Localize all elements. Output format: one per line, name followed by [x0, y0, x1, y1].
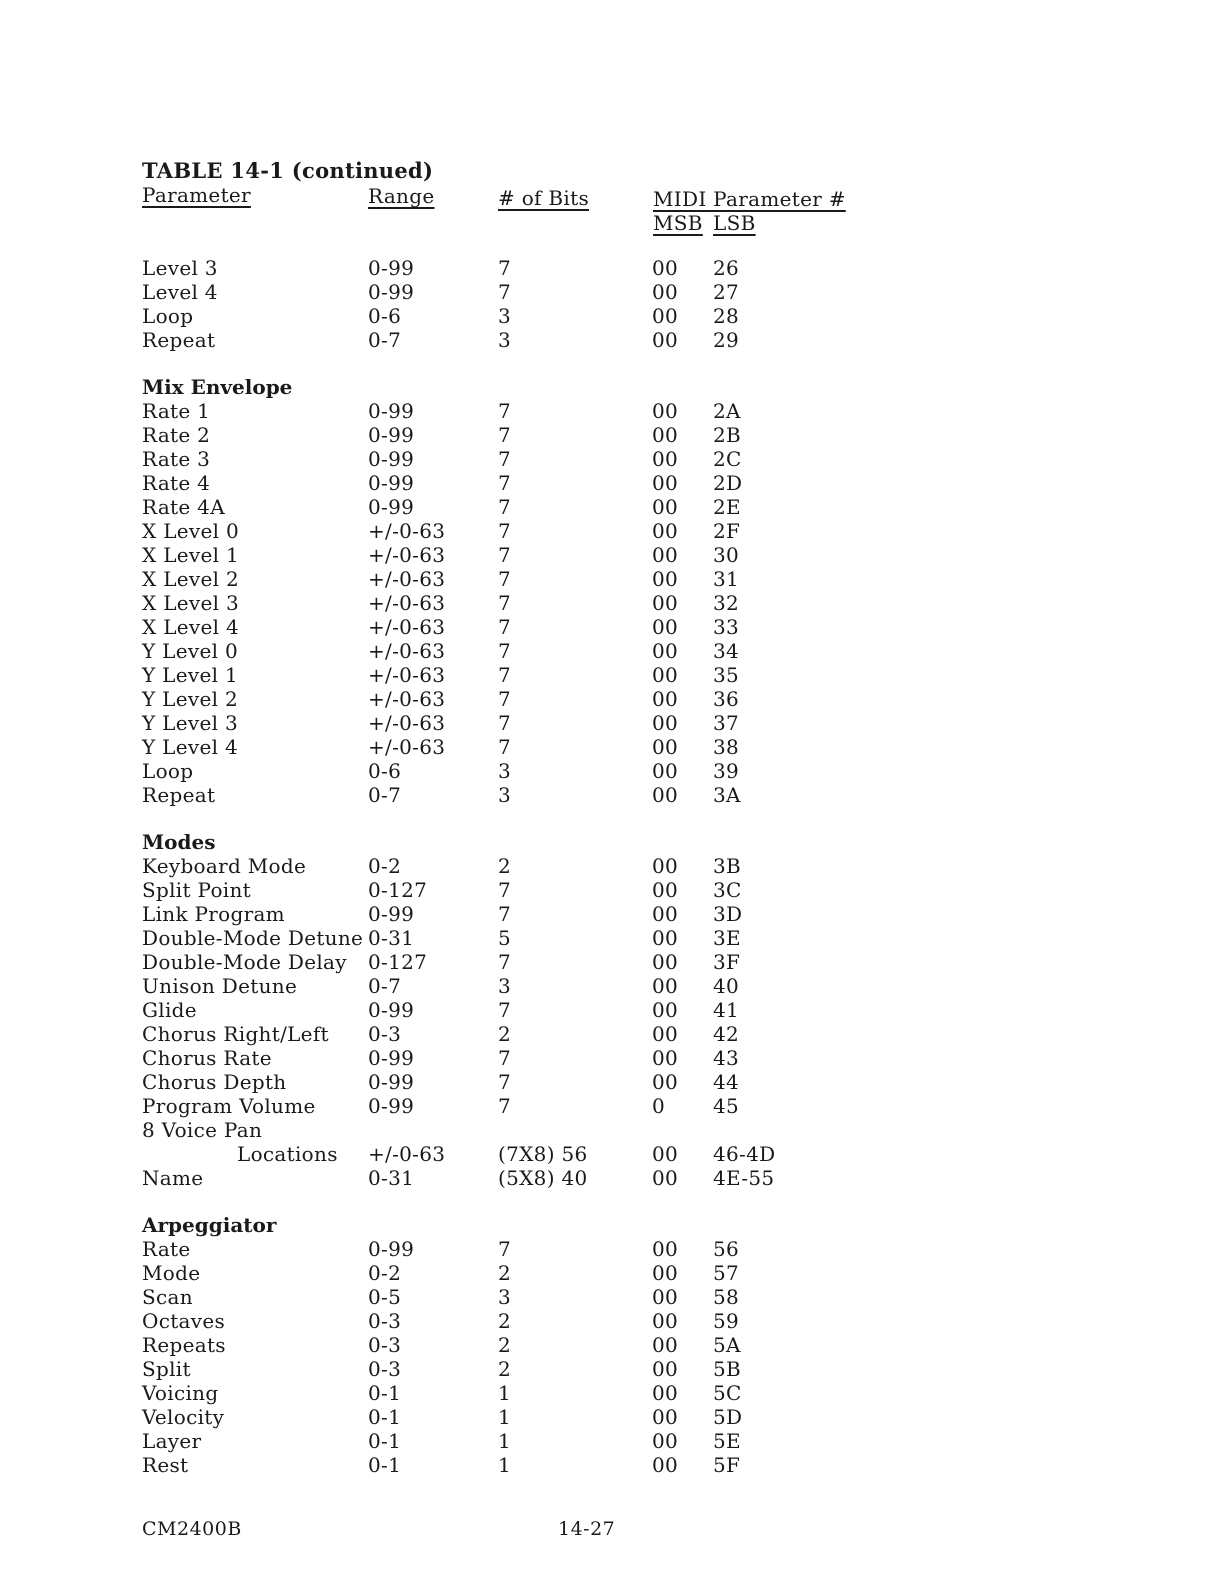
range-cell: 0-99: [368, 280, 415, 304]
bits-cell: 7: [498, 495, 512, 519]
range-cell: 0-99: [368, 495, 415, 519]
range-cell: 0-31: [368, 1166, 415, 1190]
parameter-name-cell: Velocity: [142, 1405, 225, 1429]
table-row: [142, 399, 862, 423]
msb-cell: 00: [652, 543, 679, 567]
table-row: [142, 1357, 862, 1381]
table-row: [142, 519, 862, 543]
msb-cell: 00: [652, 256, 679, 280]
lsb-cell: 4E-55: [713, 1166, 775, 1190]
range-cell: +/-0-63: [368, 519, 446, 543]
bits-cell: 1: [498, 1453, 512, 1477]
bits-cell: 7: [498, 447, 512, 471]
msb-cell: 00: [652, 1261, 679, 1285]
range-cell: 0-3: [368, 1309, 402, 1333]
table-row: [142, 1381, 862, 1405]
parameter-name-cell: Y Level 3: [142, 711, 238, 735]
parameter-name-cell: Rate 4A: [142, 495, 225, 519]
bits-cell: (5X8) 40: [498, 1166, 588, 1190]
bits-cell: 7: [498, 711, 512, 735]
bits-cell: (7X8) 56: [498, 1142, 588, 1166]
bits-cell: 7: [498, 687, 512, 711]
bits-cell: 7: [498, 543, 512, 567]
bits-cell: 2: [498, 1022, 512, 1046]
parameter-table-body: [142, 256, 862, 1477]
lsb-cell: 29: [713, 328, 740, 352]
msb-cell: 00: [652, 471, 679, 495]
page-number: 14-27: [558, 1518, 616, 1540]
bits-cell: 7: [498, 591, 512, 615]
parameter-name-cell: Split Point: [142, 878, 251, 902]
bits-cell: 2: [498, 854, 512, 878]
bits-cell: 7: [498, 878, 512, 902]
table-row: [142, 878, 862, 902]
range-cell: 0-1: [368, 1381, 402, 1405]
bits-cell: 7: [498, 1070, 512, 1094]
bits-cell: 3: [498, 974, 512, 998]
range-cell: 0-3: [368, 1333, 402, 1357]
range-cell: 0-99: [368, 256, 415, 280]
bits-cell: 7: [498, 902, 512, 926]
msb-cell: 00: [652, 687, 679, 711]
table-row: [142, 1285, 862, 1309]
table-row: [142, 423, 862, 447]
range-cell: +/-0-63: [368, 1142, 446, 1166]
range-cell: 0-127: [368, 950, 428, 974]
msb-cell: 00: [652, 1333, 679, 1357]
parameter-name-cell: Level 4: [142, 280, 218, 304]
header-midi-parameter: MIDI Parameter #: [653, 187, 846, 211]
bits-cell: 7: [498, 1237, 512, 1261]
table-row: [142, 495, 862, 519]
lsb-cell: 56: [713, 1237, 740, 1261]
lsb-cell: 34: [713, 639, 740, 663]
msb-cell: 00: [652, 1309, 679, 1333]
msb-cell: 00: [652, 663, 679, 687]
parameter-name-cell: Rate 1: [142, 399, 211, 423]
range-cell: +/-0-63: [368, 639, 446, 663]
msb-cell: 00: [652, 759, 679, 783]
parameter-name-cell: Octaves: [142, 1309, 226, 1333]
bits-cell: 7: [498, 1046, 512, 1070]
table-row: [142, 735, 862, 759]
header-parameter: Parameter: [142, 183, 251, 207]
range-cell: +/-0-63: [368, 615, 446, 639]
range-cell: +/-0-63: [368, 663, 446, 687]
header-msb: MSB: [653, 211, 703, 235]
bits-cell: 2: [498, 1357, 512, 1381]
parameter-name-cell: Repeats: [142, 1333, 226, 1357]
table-row: [142, 1118, 862, 1142]
lsb-cell: 3E: [713, 926, 741, 950]
lsb-cell: 2F: [713, 519, 741, 543]
range-cell: 0-1: [368, 1405, 402, 1429]
bits-cell: 2: [498, 1261, 512, 1285]
parameter-name-cell: Level 3: [142, 256, 218, 280]
range-cell: 0-2: [368, 854, 402, 878]
range-cell: 0-3: [368, 1357, 402, 1381]
bits-cell: 3: [498, 1285, 512, 1309]
parameter-name-cell: Rate 2: [142, 423, 211, 447]
lsb-cell: 2C: [713, 447, 742, 471]
range-cell: 0-7: [368, 328, 402, 352]
parameter-name-cell: X Level 0: [142, 519, 240, 543]
range-cell: +/-0-63: [368, 687, 446, 711]
section-heading: Arpeggiator: [142, 1213, 277, 1237]
msb-cell: 00: [652, 399, 679, 423]
table-row: [142, 1022, 862, 1046]
parameter-name-cell: Voicing: [142, 1381, 219, 1405]
msb-cell: 00: [652, 1046, 679, 1070]
parameter-name-cell: Unison Detune: [142, 974, 298, 998]
parameter-name-cell: Loop: [142, 759, 194, 783]
range-cell: 0-99: [368, 399, 415, 423]
lsb-cell: 40: [713, 974, 740, 998]
lsb-cell: 5F: [713, 1453, 741, 1477]
msb-cell: 00: [652, 280, 679, 304]
lsb-cell: 35: [713, 663, 740, 687]
parameter-name-cell: X Level 4: [142, 615, 240, 639]
table-row: [142, 783, 862, 807]
parameter-name-cell: Glide: [142, 998, 197, 1022]
lsb-cell: 36: [713, 687, 740, 711]
bits-cell: 3: [498, 304, 512, 328]
lsb-cell: 28: [713, 304, 740, 328]
parameter-name-cell: Loop: [142, 304, 194, 328]
bits-cell: 2: [498, 1333, 512, 1357]
parameter-name-cell: Rate 4: [142, 471, 211, 495]
bits-cell: 5: [498, 926, 512, 950]
table-row: [142, 591, 862, 615]
msb-cell: 00: [652, 1405, 679, 1429]
lsb-cell: 5C: [713, 1381, 742, 1405]
range-cell: 0-99: [368, 471, 415, 495]
parameter-name-cell: Scan: [142, 1285, 193, 1309]
msb-cell: 00: [652, 950, 679, 974]
parameter-name-cell: Chorus Right/Left: [142, 1022, 329, 1046]
table-row: [142, 902, 862, 926]
lsb-cell: 58: [713, 1285, 740, 1309]
msb-cell: 00: [652, 304, 679, 328]
range-cell: 0-1: [368, 1453, 402, 1477]
range-cell: 0-5: [368, 1285, 402, 1309]
lsb-cell: 44: [713, 1070, 740, 1094]
parameter-name-cell: Chorus Rate: [142, 1046, 272, 1070]
table-row: [142, 663, 862, 687]
section-heading: Modes: [142, 830, 216, 854]
lsb-cell: 3A: [713, 783, 741, 807]
lsb-cell: 2B: [713, 423, 742, 447]
header-bits: # of Bits: [498, 186, 590, 210]
lsb-cell: 26: [713, 256, 740, 280]
table-row: [142, 1333, 862, 1357]
parameter-name-cell: Chorus Depth: [142, 1070, 287, 1094]
table-row: [142, 1453, 862, 1477]
lsb-cell: 31: [713, 567, 740, 591]
lsb-cell: 3C: [713, 878, 742, 902]
range-cell: +/-0-63: [368, 567, 446, 591]
msb-cell: 00: [652, 1022, 679, 1046]
table-row: [142, 1405, 862, 1429]
lsb-cell: 5E: [713, 1429, 741, 1453]
range-cell: +/-0-63: [368, 735, 446, 759]
header-range: Range: [368, 184, 435, 208]
range-cell: 0-99: [368, 447, 415, 471]
range-cell: 0-3: [368, 1022, 402, 1046]
parameter-name-cell: Repeat: [142, 783, 216, 807]
range-cell: +/-0-63: [368, 711, 446, 735]
msb-cell: 00: [652, 423, 679, 447]
table-row: [142, 639, 862, 663]
parameter-name-cell: Double-Mode Delay: [142, 950, 347, 974]
bits-cell: 1: [498, 1405, 512, 1429]
bits-cell: 7: [498, 519, 512, 543]
msb-cell: 00: [652, 1070, 679, 1094]
range-cell: 0-1: [368, 1429, 402, 1453]
parameter-name-cell: Repeat: [142, 328, 216, 352]
table-row: [142, 854, 862, 878]
lsb-cell: 5B: [713, 1357, 742, 1381]
parameter-name-cell: X Level 3: [142, 591, 240, 615]
parameter-name-cell: Y Level 0: [142, 639, 238, 663]
range-cell: 0-6: [368, 759, 402, 783]
msb-cell: 00: [652, 878, 679, 902]
range-cell: 0-99: [368, 423, 415, 447]
msb-cell: 00: [652, 735, 679, 759]
bits-cell: 3: [498, 328, 512, 352]
header-lsb: LSB: [713, 211, 756, 235]
range-cell: +/-0-63: [368, 543, 446, 567]
table-row: [142, 1046, 862, 1070]
table-row: [142, 328, 862, 352]
msb-cell: 00: [652, 495, 679, 519]
msb-cell: 00: [652, 998, 679, 1022]
msb-cell: 00: [652, 447, 679, 471]
bits-cell: 7: [498, 615, 512, 639]
msb-cell: 00: [652, 1357, 679, 1381]
bits-cell: 1: [498, 1381, 512, 1405]
table-row: [142, 304, 862, 328]
bits-cell: 2: [498, 1309, 512, 1333]
table-row: [142, 1237, 862, 1261]
lsb-cell: 45: [713, 1094, 740, 1118]
parameter-name-cell: Program Volume: [142, 1094, 316, 1118]
msb-cell: 00: [652, 1142, 679, 1166]
parameter-name-cell: Y Level 1: [142, 663, 238, 687]
parameter-name-cell: Y Level 2: [142, 687, 238, 711]
table-row: [142, 926, 862, 950]
bits-cell: 7: [498, 399, 512, 423]
table-title: TABLE 14-1 (continued): [142, 158, 434, 183]
lsb-cell: 33: [713, 615, 740, 639]
table-row: [142, 950, 862, 974]
lsb-cell: 38: [713, 735, 740, 759]
table-row: [142, 447, 862, 471]
table-row: [142, 1166, 862, 1190]
parameter-name-cell: Locations: [237, 1142, 338, 1166]
msb-cell: 00: [652, 926, 679, 950]
msb-cell: 00: [652, 783, 679, 807]
range-cell: +/-0-63: [368, 591, 446, 615]
bits-cell: 7: [498, 280, 512, 304]
parameter-name-cell: Rest: [142, 1453, 189, 1477]
table-row: [142, 543, 862, 567]
parameter-name-cell: Rate 3: [142, 447, 211, 471]
lsb-cell: 43: [713, 1046, 740, 1070]
parameter-name-cell: X Level 1: [142, 543, 240, 567]
table-row: [142, 1142, 862, 1166]
msb-cell: 00: [652, 1237, 679, 1261]
table-row: [142, 1070, 862, 1094]
lsb-cell: 37: [713, 711, 740, 735]
parameter-name-cell: Layer: [142, 1429, 202, 1453]
bits-cell: 7: [498, 998, 512, 1022]
table-row: [142, 1261, 862, 1285]
msb-cell: 00: [652, 1381, 679, 1405]
msb-cell: 00: [652, 902, 679, 926]
bits-cell: 7: [498, 950, 512, 974]
table-row: [142, 974, 862, 998]
bits-cell: 7: [498, 256, 512, 280]
lsb-cell: 30: [713, 543, 740, 567]
lsb-cell: 2D: [713, 471, 743, 495]
bits-cell: 7: [498, 735, 512, 759]
parameter-name-cell: Mode: [142, 1261, 201, 1285]
msb-cell: 00: [652, 328, 679, 352]
lsb-cell: 2A: [713, 399, 741, 423]
range-cell: 0-7: [368, 783, 402, 807]
table-row: [142, 471, 862, 495]
lsb-cell: 3D: [713, 902, 743, 926]
parameter-name-cell: Name: [142, 1166, 204, 1190]
parameter-name-cell: Y Level 4: [142, 735, 238, 759]
msb-cell: 00: [652, 711, 679, 735]
table-row: [142, 998, 862, 1022]
bits-cell: 7: [498, 1094, 512, 1118]
table-row: [142, 615, 862, 639]
bits-cell: 7: [498, 663, 512, 687]
bits-cell: 7: [498, 423, 512, 447]
parameter-name-cell: Link Program: [142, 902, 285, 926]
bits-cell: 3: [498, 759, 512, 783]
msb-cell: 00: [652, 519, 679, 543]
msb-cell: 00: [652, 1166, 679, 1190]
table-row: [142, 256, 862, 280]
range-cell: 0-99: [368, 1046, 415, 1070]
msb-cell: 00: [652, 567, 679, 591]
msb-cell: 0: [652, 1094, 666, 1118]
table-row: [142, 1309, 862, 1333]
bits-cell: 7: [498, 471, 512, 495]
lsb-cell: 5A: [713, 1333, 741, 1357]
parameter-name-cell: Double-Mode Detune: [142, 926, 364, 950]
range-cell: 0-99: [368, 1237, 415, 1261]
range-cell: 0-2: [368, 1261, 402, 1285]
lsb-cell: 2E: [713, 495, 741, 519]
range-cell: 0-127: [368, 878, 428, 902]
section-heading: Mix Envelope: [142, 375, 293, 399]
range-cell: 0-6: [368, 304, 402, 328]
bits-cell: 7: [498, 567, 512, 591]
range-cell: 0-99: [368, 1070, 415, 1094]
table-row: [142, 1094, 862, 1118]
lsb-cell: 57: [713, 1261, 740, 1285]
msb-cell: 00: [652, 591, 679, 615]
range-cell: 0-99: [368, 998, 415, 1022]
parameter-name-cell: 8 Voice Pan: [142, 1118, 263, 1142]
msb-cell: 00: [652, 1453, 679, 1477]
msb-cell: 00: [652, 1285, 679, 1309]
msb-cell: 00: [652, 639, 679, 663]
msb-cell: 00: [652, 974, 679, 998]
parameter-name-cell: X Level 2: [142, 567, 240, 591]
table-row: [142, 759, 862, 783]
table-row: [142, 567, 862, 591]
table-row: [142, 711, 862, 735]
range-cell: 0-7: [368, 974, 402, 998]
table-row: [142, 280, 862, 304]
bits-cell: 1: [498, 1429, 512, 1453]
msb-cell: 00: [652, 615, 679, 639]
parameter-name-cell: Split: [142, 1357, 191, 1381]
lsb-cell: 42: [713, 1022, 740, 1046]
msb-cell: 00: [652, 854, 679, 878]
lsb-cell: 39: [713, 759, 740, 783]
bits-cell: 7: [498, 639, 512, 663]
msb-cell: 00: [652, 1429, 679, 1453]
parameter-name-cell: Rate: [142, 1237, 191, 1261]
lsb-cell: 3F: [713, 950, 741, 974]
lsb-cell: 27: [713, 280, 740, 304]
parameter-name-cell: Keyboard Mode: [142, 854, 307, 878]
lsb-cell: 59: [713, 1309, 740, 1333]
table-row: [142, 1429, 862, 1453]
range-cell: 0-99: [368, 902, 415, 926]
lsb-cell: 32: [713, 591, 740, 615]
lsb-cell: 3B: [713, 854, 742, 878]
lsb-cell: 41: [713, 998, 740, 1022]
range-cell: 0-31: [368, 926, 415, 950]
table-row: [142, 687, 862, 711]
lsb-cell: 5D: [713, 1405, 743, 1429]
bits-cell: 3: [498, 783, 512, 807]
lsb-cell: 46-4D: [713, 1142, 776, 1166]
range-cell: 0-99: [368, 1094, 415, 1118]
document-id: CM2400B: [142, 1518, 242, 1540]
